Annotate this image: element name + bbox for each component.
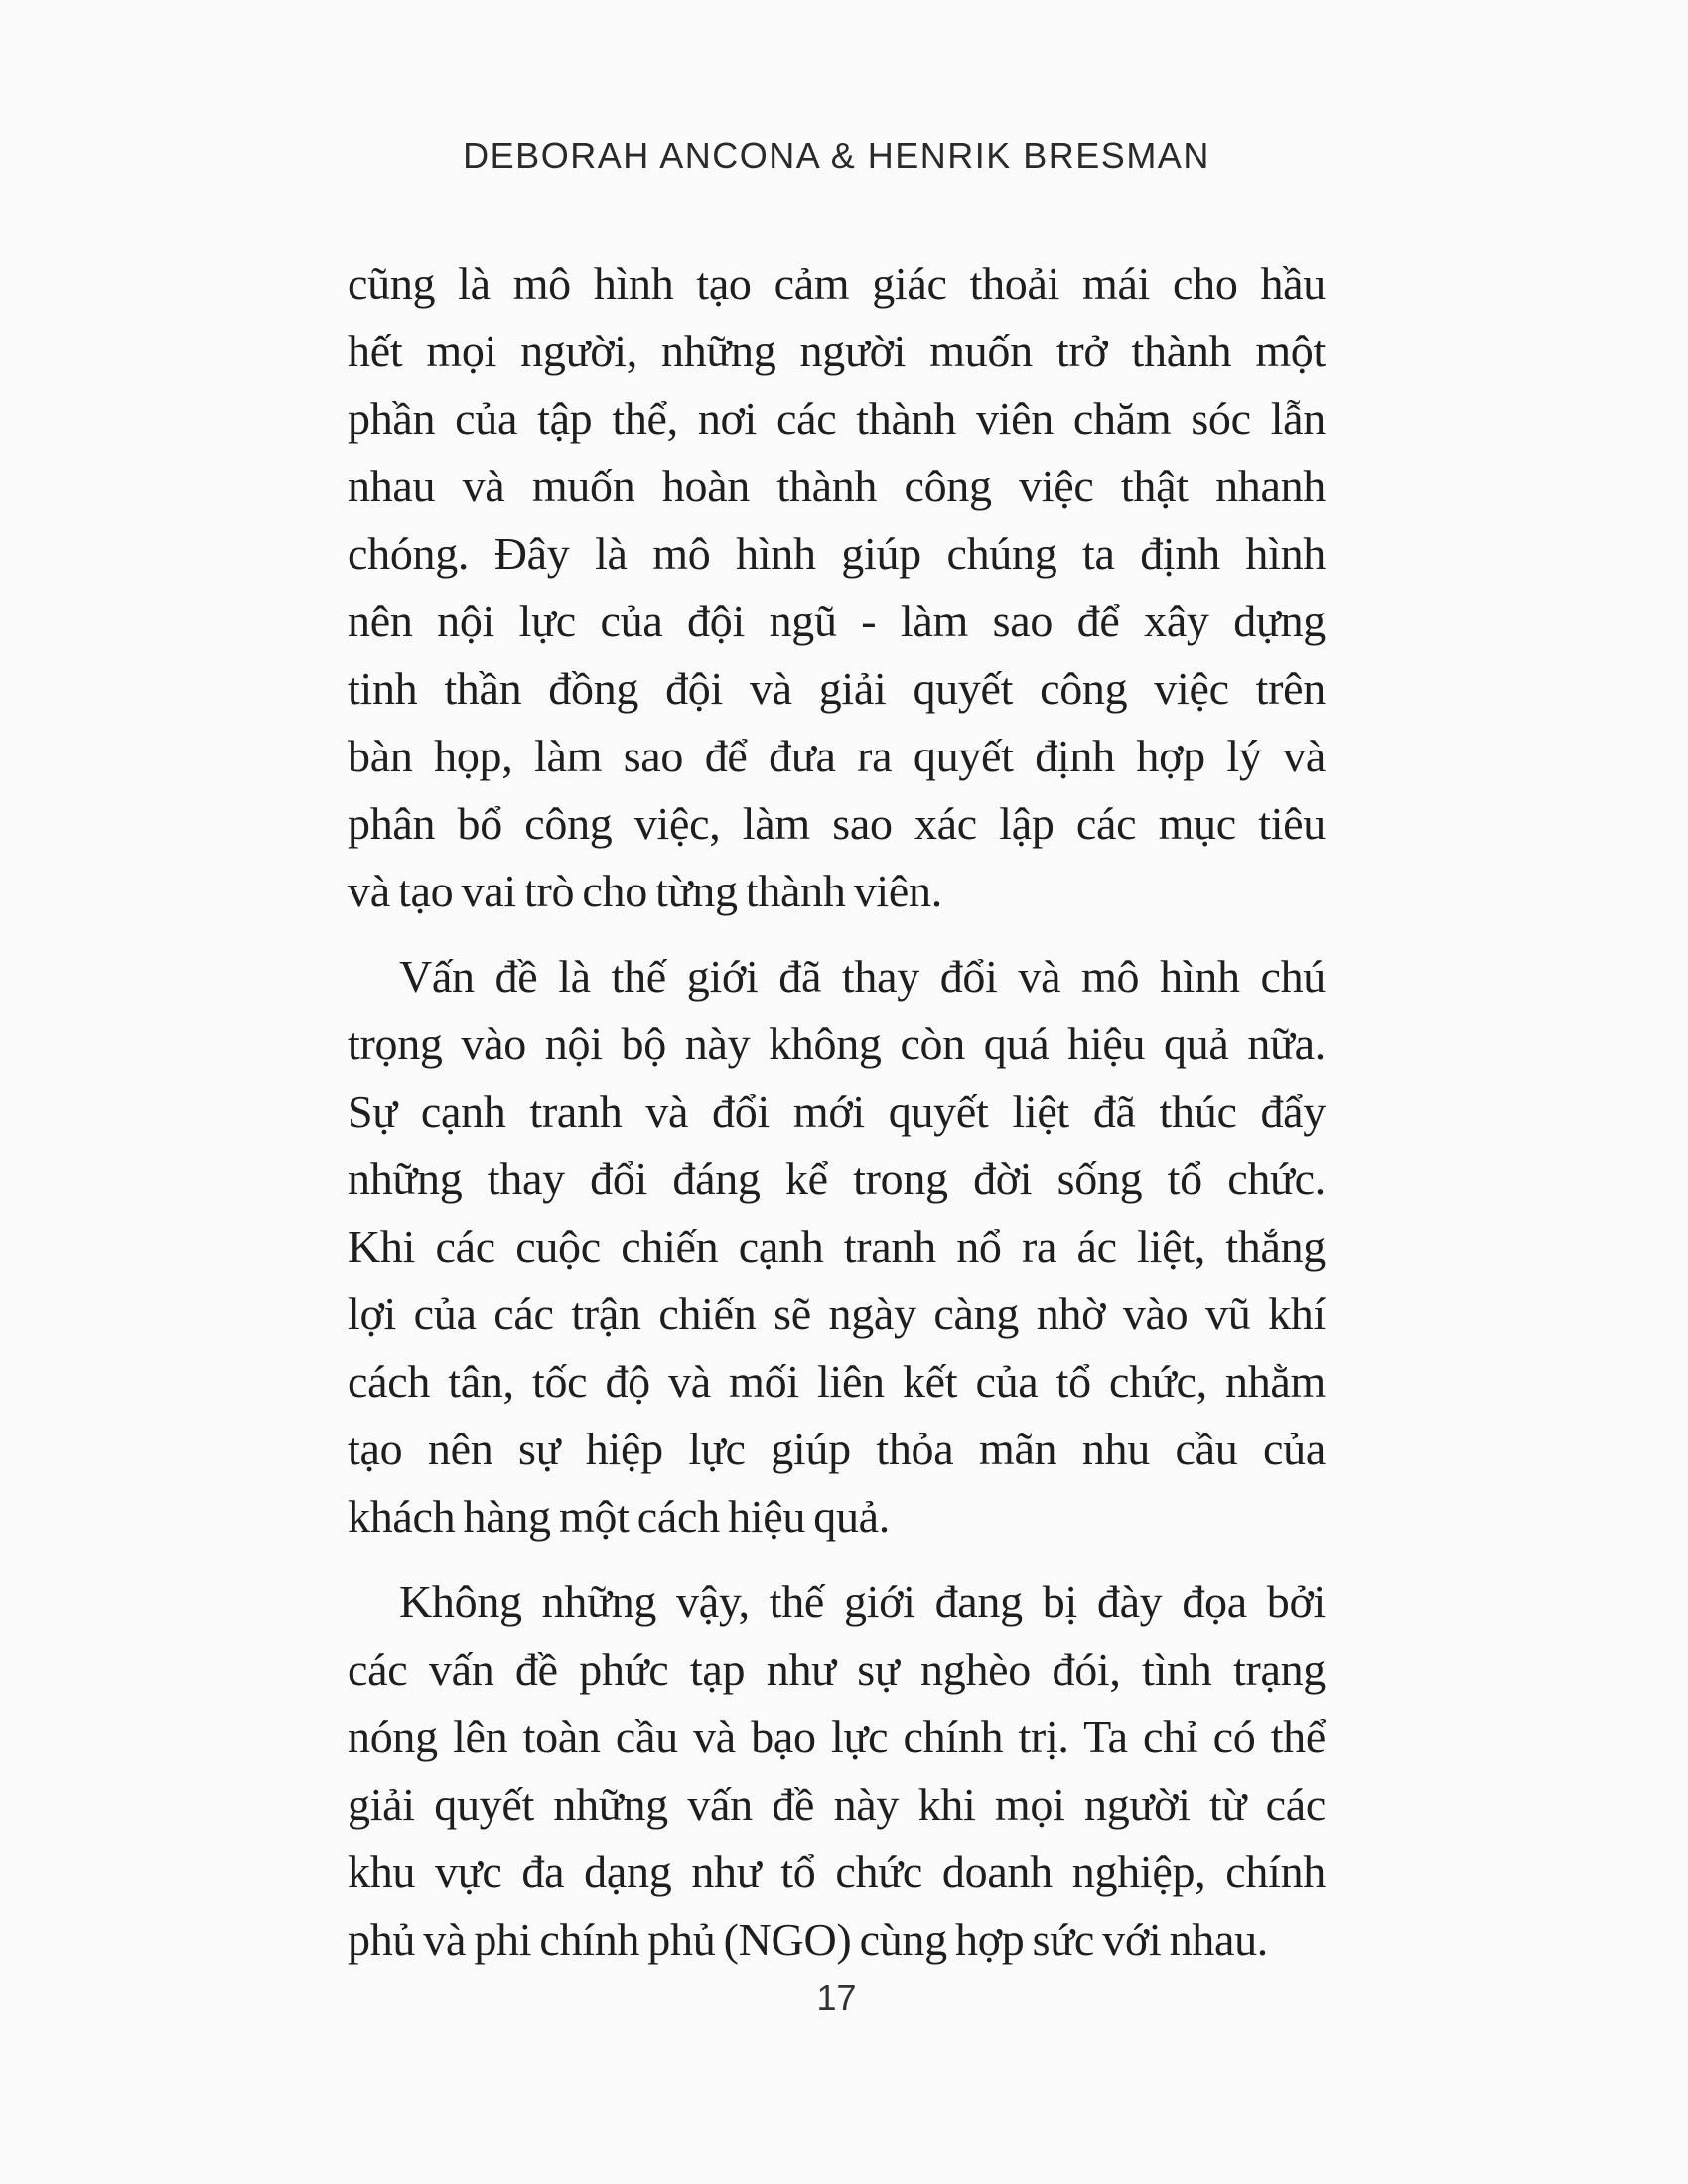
text-line: cách tân, tốc độ và mối liên kết của tổ chức, nhằm: [348, 1356, 1326, 1407]
text-line: phân bổ công việc, làm sao xác lập các mục tiêu: [348, 798, 1326, 849]
text-line: các vấn đề phức tạp như sự nghèo đói, tình trạng: [348, 1644, 1326, 1695]
page-number: 17: [816, 1978, 857, 2018]
text-line: bàn họp, làm sao để đưa ra quyết định hợp lý và: [348, 731, 1326, 781]
body-text: [348, 250, 1326, 1974]
text-line: khu vực đa dạng như tổ chức doanh nghiệp, chính: [348, 1846, 1326, 1897]
text-line: trọng vào nội bộ này không còn quá hiệu quả nữa.: [348, 1019, 1326, 1069]
paragraph: [348, 250, 1326, 925]
text-line: Vấn đề là thế giới đã thay đổi và mô hình chú: [399, 951, 1326, 1002]
text-line: cũng là mô hình tạo cảm giác thoải mái cho hầu: [348, 258, 1326, 309]
text-line: tinh thần đồng đội và giải quyết công việc trên: [348, 663, 1326, 714]
text-line: phần của tập thể, nơi các thành viên chăm sóc lẫn: [348, 393, 1326, 444]
text-line: Khi các cuộc chiến cạnh tranh nổ ra ác liệt, thắng: [348, 1221, 1326, 1272]
text-line: phủ và phi chính phủ (NGO) cùng hợp sức với nhau.: [348, 1914, 1269, 1965]
text-line: Sự cạnh tranh và đổi mới quyết liệt đã thúc đẩy: [348, 1086, 1326, 1137]
text-line: chóng. Đây là mô hình giúp chúng ta định hình: [348, 528, 1326, 579]
running-header: DEBORAH ANCONA & HENRIK BRESMAN: [463, 135, 1210, 176]
text-line: giải quyết những vấn đề này khi mọi người từ các: [348, 1779, 1326, 1830]
text-line: nóng lên toàn cầu và bạo lực chính trị. Ta chỉ có thể: [348, 1711, 1326, 1762]
text-line: hết mọi người, những người muốn trở thành một: [348, 326, 1326, 376]
text-line: những thay đổi đáng kể trong đời sống tổ chức.: [348, 1154, 1326, 1204]
paragraph: [348, 943, 1326, 1551]
text-line: lợi của các trận chiến sẽ ngày càng nhờ vào vũ khí: [348, 1289, 1326, 1339]
paragraph: [348, 1569, 1326, 1974]
text-line: nhau và muốn hoàn thành công việc thật nhanh: [348, 461, 1326, 511]
text-line: Không những vậy, thế giới đang bị đày đọa bởi: [399, 1576, 1326, 1627]
text-line: khách hàng một cách hiệu quả.: [348, 1491, 890, 1542]
text-line: tạo nên sự hiệp lực giúp thỏa mãn nhu cầu của: [348, 1424, 1326, 1474]
text-line: nên nội lực của đội ngũ - làm sao để xây dựng: [348, 596, 1326, 646]
text-line: và tạo vai trò cho từng thành viên.: [348, 866, 942, 916]
